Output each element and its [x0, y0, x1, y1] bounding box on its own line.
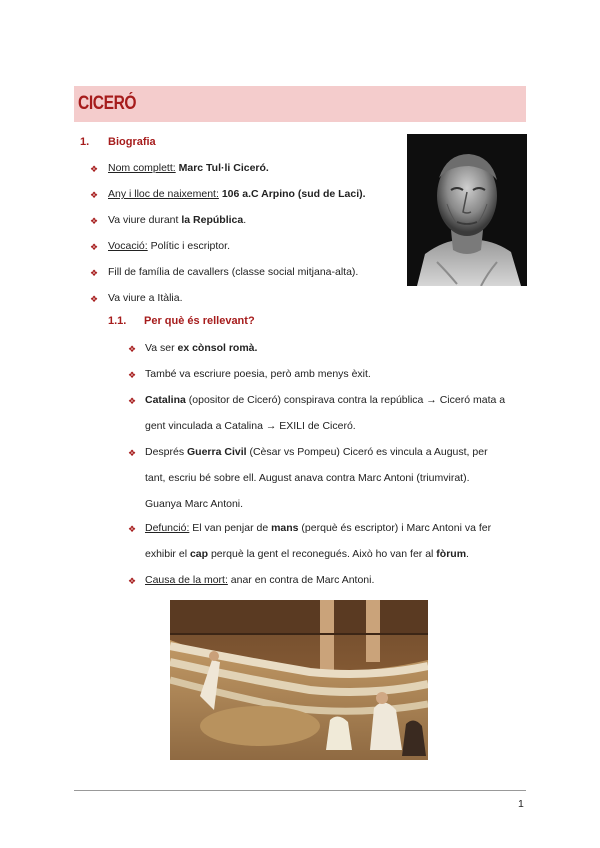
list-item-continuation: exhibir el cap perquè la gent el reconegués. Això ho van fer al fòrum. — [145, 548, 469, 560]
list-item: Defunció: El van penjar de mans (perquè és escriptor) i Marc Antoni va fer — [145, 522, 492, 534]
list-item: Causa de la mort: anar en contra de Marc Antoni. — [145, 574, 375, 586]
list-item: Fill de família de cavallers (classe social mitjana-alta). — [108, 266, 359, 278]
list-item: Va viure a Itàlia. — [108, 292, 183, 304]
subsection-title: Per què és rellevant? — [144, 315, 255, 327]
bullet-icon: ❖ — [90, 216, 99, 226]
list-item: Va viure durant la República. — [108, 214, 247, 226]
bullet-icon: ❖ — [128, 396, 137, 406]
footer-divider — [74, 790, 526, 791]
bullet-icon: ❖ — [90, 164, 99, 174]
section-title: Biografia — [108, 136, 156, 148]
bullet-icon: ❖ — [128, 370, 137, 380]
bullet-icon: ❖ — [90, 242, 99, 252]
bullet-icon: ❖ — [90, 294, 99, 304]
subsection-heading — [108, 315, 255, 327]
list-item-continuation: Guanya Marc Antoni. — [145, 498, 244, 510]
bullet-icon: ❖ — [90, 268, 99, 278]
list-item-continuation: gent vinculada a Catalina → EXILI de Ciceró. — [145, 420, 356, 432]
title-bar — [74, 86, 526, 122]
page-title: CICERÓ — [78, 93, 137, 114]
list-item: Nom complett: Marc Tul·li Ciceró. — [108, 162, 269, 174]
list-item: Vocació: Polític i escriptor. — [108, 240, 230, 252]
list-item: Any i lloc de naixement: 106 a.C Arpino (sud de Laci). — [108, 188, 366, 200]
list-item: També va escriure poesia, però amb menys èxit. — [145, 368, 371, 380]
subsection-number: 1.1. — [108, 315, 127, 327]
section-heading-biografia — [80, 136, 156, 148]
page-number: 1 — [518, 798, 524, 810]
bullet-icon: ❖ — [128, 524, 137, 534]
bullet-icon: ❖ — [128, 344, 137, 354]
bullet-icon: ❖ — [128, 448, 137, 458]
bullet-icon: ❖ — [90, 190, 99, 200]
list-item: Va ser ex cònsol romà. — [145, 342, 258, 354]
list-item-continuation: tant, escriu bé sobre ell. August anava contra Marc Antoni (triumvirat). — [145, 472, 470, 484]
section-number: 1. — [80, 136, 90, 148]
bullet-icon: ❖ — [128, 576, 137, 586]
cicero-bust-image — [407, 134, 527, 286]
roman-senate-painting-image — [170, 600, 428, 760]
list-item: Catalina (opositor de Ciceró) conspirava contra la república → Ciceró mata a — [145, 394, 506, 406]
list-item: Després Guerra Civil (Cèsar vs Pompeu) Ciceró es vincula a August, per — [145, 446, 488, 458]
